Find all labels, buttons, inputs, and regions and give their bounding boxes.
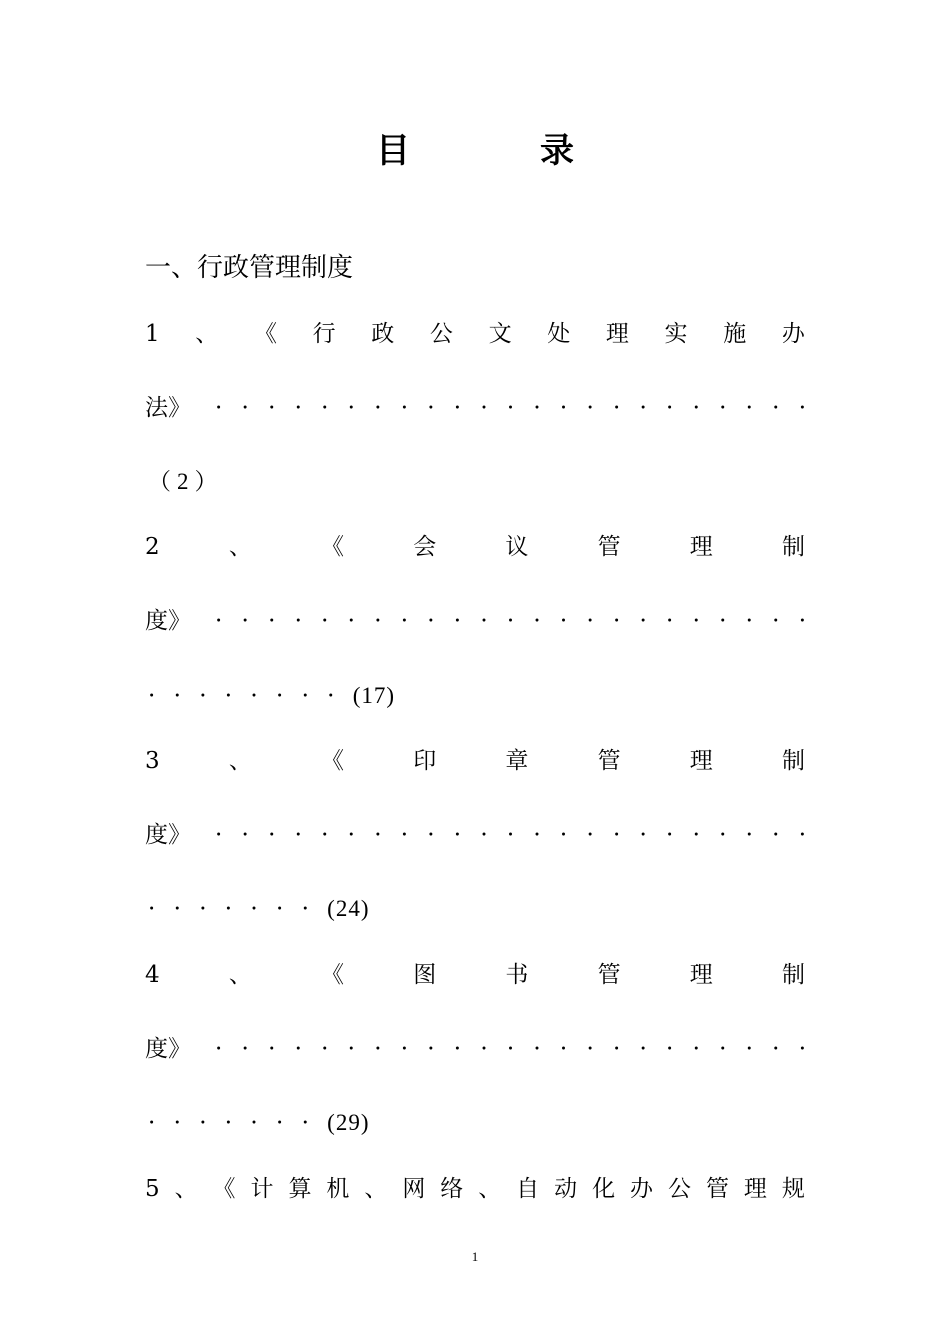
toc-char: 3 (145, 748, 160, 774)
toc-char: 、 (174, 1176, 198, 1202)
toc-char: 制 (781, 962, 805, 988)
toc-char: 管 (597, 962, 621, 988)
dot-leader: · · · · · · · · (148, 683, 335, 709)
toc-char: 5 (145, 1176, 160, 1202)
toc-continuation-text: 法》 (145, 395, 191, 421)
toc-char: 办 (630, 1176, 654, 1202)
toc-char: 、 (228, 748, 252, 774)
toc-entry-2-continuation[interactable] (145, 601, 805, 641)
dot-leader: · · · · · · · · · · · · · · · · · · · · · · · (215, 1036, 806, 1062)
toc-entry-3-page-number: (24) (327, 896, 370, 921)
toc-continuation-text: 度》 (145, 608, 191, 634)
toc-char: 理 (605, 321, 629, 347)
toc-char: 、 (478, 1176, 502, 1202)
toc-char: 、 (228, 534, 252, 560)
toc-char: 规 (781, 1176, 805, 1202)
toc-char: 自 (516, 1176, 540, 1202)
toc-char: 2 (145, 534, 160, 560)
toc-entry-1-continuation[interactable] (145, 388, 805, 428)
toc-continuation-text: 度》 (145, 1036, 191, 1062)
toc-char: 实 (664, 321, 688, 347)
toc-char: 书 (505, 962, 529, 988)
section-heading: 一、行政管理制度 (145, 253, 354, 283)
toc-char: 、 (195, 321, 219, 347)
toc-char: 施 (723, 321, 747, 347)
toc-entry-4-heading[interactable] (145, 955, 805, 995)
toc-char: 章 (505, 748, 529, 774)
toc-char: 办 (781, 321, 805, 347)
toc-char: 理 (689, 748, 713, 774)
toc-char: 制 (781, 534, 805, 560)
toc-entry-4-continuation[interactable] (145, 1029, 805, 1069)
page-title: 目 录 (376, 131, 622, 171)
dot-leader: · · · · · · · · · · · · · · · · · · · · · · · (215, 608, 806, 634)
toc-entry-3-heading[interactable] (145, 741, 805, 781)
toc-char: 印 (413, 748, 437, 774)
toc-char: 图 (413, 962, 437, 988)
toc-entry-1-heading[interactable] (145, 314, 805, 354)
toc-char: 《 (212, 1176, 236, 1202)
toc-entry-3-continuation[interactable] (145, 815, 805, 855)
dot-leader: · · · · · · · (148, 896, 309, 922)
toc-entry-4-page-number: (29) (327, 1110, 370, 1135)
toc-char: 计 (250, 1176, 274, 1202)
toc-entry-2-page-number: (17) (352, 683, 396, 708)
toc-char: 《 (253, 321, 277, 347)
toc-entry-4-page-line (148, 1103, 369, 1143)
toc-char: 理 (743, 1176, 767, 1202)
toc-char: 处 (547, 321, 571, 347)
toc-char: 管 (705, 1176, 729, 1202)
toc-char: 机 (326, 1176, 350, 1202)
dot-leader: · · · · · · · · · · · · · · · · · · · · · · · (215, 822, 806, 848)
toc-char: 、 (228, 962, 252, 988)
toc-char: 化 (592, 1176, 616, 1202)
toc-char: 《 (321, 534, 345, 560)
toc-char: 公 (667, 1176, 691, 1202)
toc-char: 、 (364, 1176, 388, 1202)
toc-char: 政 (371, 321, 395, 347)
toc-char: 《 (321, 962, 345, 988)
toc-char: 动 (554, 1176, 578, 1202)
toc-char: 公 (429, 321, 453, 347)
toc-char: 议 (505, 534, 529, 560)
toc-char: 行 (312, 321, 336, 347)
toc-entry-3-page-line (148, 889, 369, 929)
toc-entry-2-page-line (148, 676, 395, 716)
toc-char: 《 (321, 748, 345, 774)
toc-char: 1 (145, 321, 160, 347)
page-number-footer: 1 (471, 1249, 479, 1264)
toc-char: 络 (440, 1176, 464, 1202)
toc-entry-1-page-number: （2） (148, 469, 224, 494)
toc-char: 算 (288, 1176, 312, 1202)
dot-leader: · · · · · · · (148, 1110, 309, 1136)
toc-char: 4 (145, 962, 160, 988)
toc-char: 管 (597, 748, 621, 774)
toc-char: 理 (689, 962, 713, 988)
toc-entry-5-heading[interactable] (145, 1169, 805, 1209)
toc-char: 文 (488, 321, 512, 347)
toc-char: 会 (413, 534, 437, 560)
toc-char: 管 (597, 534, 621, 560)
toc-char: 制 (781, 748, 805, 774)
toc-char: 网 (402, 1176, 426, 1202)
dot-leader: · · · · · · · · · · · · · · · · · · · · · · · (215, 395, 806, 421)
toc-entry-2-heading[interactable] (145, 527, 805, 567)
toc-char: 理 (689, 534, 713, 560)
toc-continuation-text: 度》 (145, 822, 191, 848)
